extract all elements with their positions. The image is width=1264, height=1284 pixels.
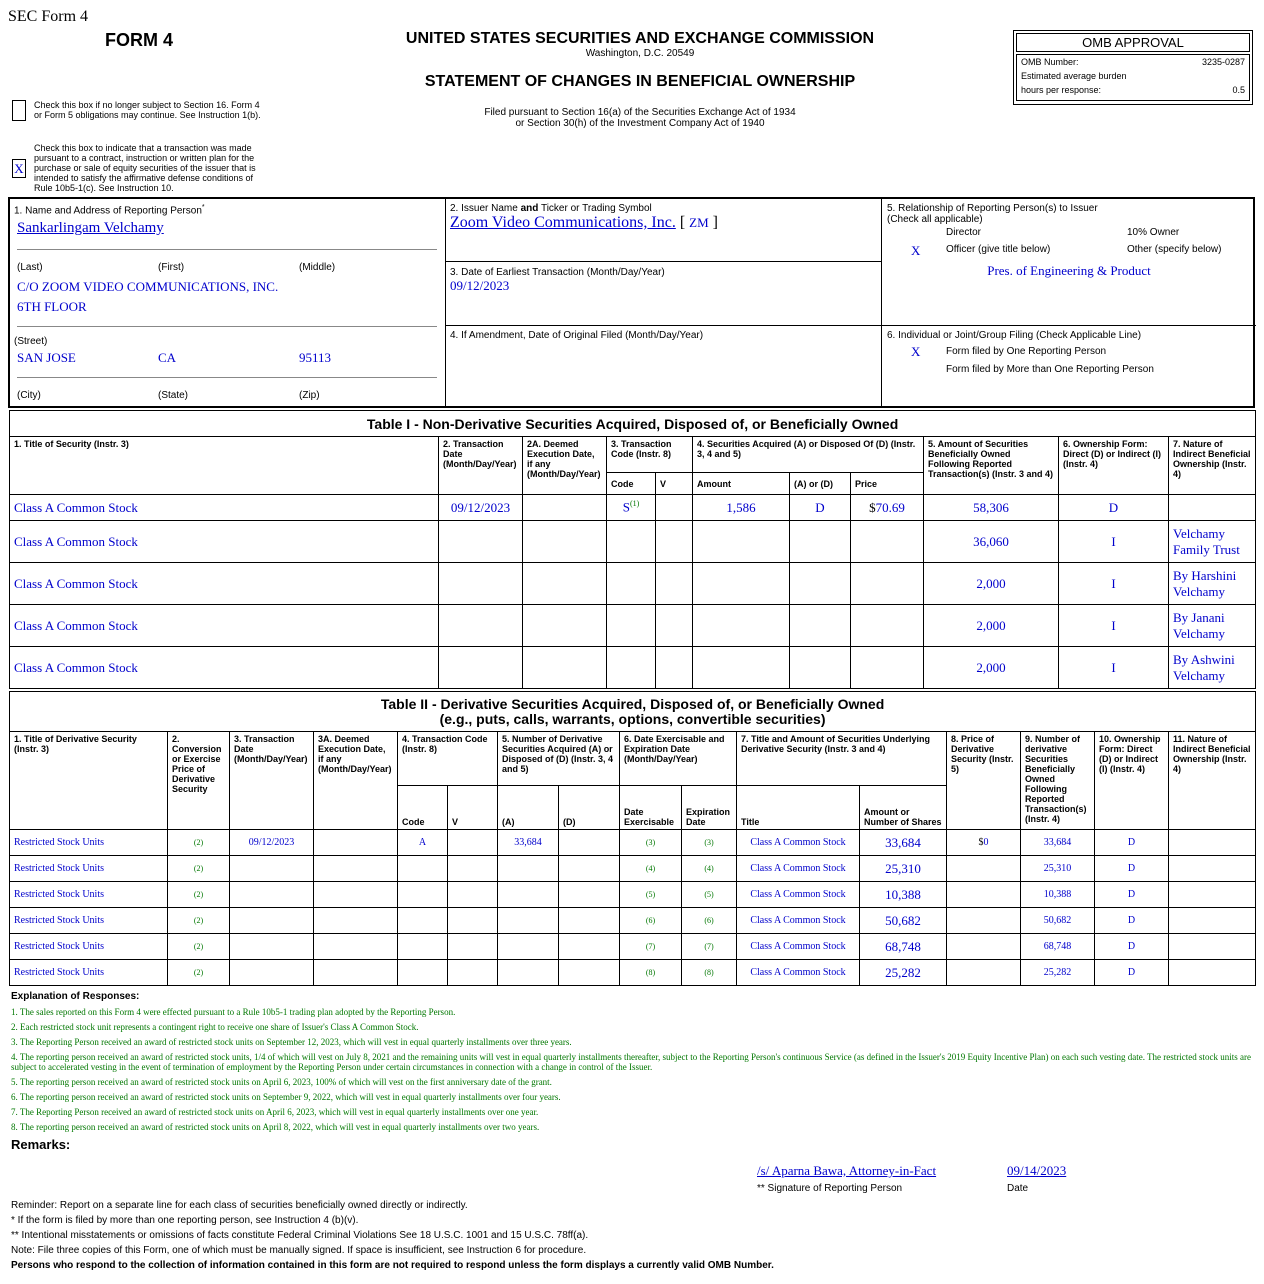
footnote-ref[interactable]: (6) <box>704 916 714 925</box>
agency-city: Washington, D.C. 20549 <box>585 48 695 59</box>
underlying-amount: 68,748 <box>860 934 947 960</box>
derivative-title: Restricted Stock Units <box>10 830 168 856</box>
transaction-date: 09/12/2023 <box>439 495 523 521</box>
price <box>851 605 924 647</box>
explanation-note: 3. The Reporting Person received an award of restricted stock units on September 12, 2023, which will vest in equal quarterly installments over three years. <box>11 1037 572 1047</box>
date-label: Date <box>1007 1183 1029 1194</box>
omb-number-label: OMB Number: <box>1021 57 1079 67</box>
ownership-nature <box>1169 908 1256 934</box>
box4-label: 4. If Amendment, Date of Original Filed (Month/Day/Year) <box>450 330 704 341</box>
explanation-note: 5. The reporting person received an award of restricted stock units on April 6, 2023, 100% of which will vest on the first anniversary date of the grant. <box>11 1077 552 1087</box>
underlying-amount: 25,282 <box>860 960 947 986</box>
t2-header-owned: 9. Number of derivative Securities Beneficially Owned Following Reported Transaction(s) (Instr. 4) <box>1021 732 1095 830</box>
footnote-ref[interactable]: (3) <box>645 838 656 847</box>
signature-name[interactable]: /s/ Aparna Bawa, Attorney-in-Fact <box>757 1163 937 1178</box>
form-number: FORM 4 <box>105 30 174 50</box>
code-v <box>448 960 498 986</box>
amount <box>693 563 790 605</box>
t1-header-deemed: 2A. Deemed Execution Date, if any (Month/Day/Year) <box>523 437 607 495</box>
deemed-date <box>523 563 607 605</box>
ownership-nature <box>1169 882 1256 908</box>
amount <box>693 647 790 689</box>
deemed-date <box>314 830 398 856</box>
deemed-date <box>314 882 398 908</box>
amount <box>693 521 790 563</box>
officer-label: Officer (give title below) <box>946 244 1051 255</box>
officer-checkmark: X <box>911 243 921 258</box>
footnote-ref[interactable]: (2) <box>193 942 204 951</box>
date-exercisable <box>620 856 682 882</box>
conversion-price <box>168 960 230 986</box>
signature-date[interactable]: 09/14/2023 <box>1007 1163 1067 1178</box>
deemed-date <box>523 605 607 647</box>
middle-label: (Middle) <box>299 262 336 273</box>
security-title: Class A Common Stock <box>10 521 439 563</box>
issuer-name[interactable]: Zoom Video Communications, Inc. <box>450 214 676 231</box>
derivative-owned: 33,684 <box>1021 830 1095 856</box>
transaction-date <box>439 563 523 605</box>
ownership-nature <box>1169 934 1256 960</box>
security-title: Class A Common Stock <box>10 495 439 521</box>
transaction-date <box>439 647 523 689</box>
ownership-form: D <box>1059 495 1169 521</box>
transaction-code <box>607 647 656 689</box>
transaction-date <box>230 882 314 908</box>
deemed-date <box>314 856 398 882</box>
price <box>851 647 924 689</box>
other-label: Other (specify below) <box>1127 244 1222 255</box>
acquired-count: 33,684 <box>498 830 559 856</box>
t2-header-exercisable: 6. Date Exercisable and Expiration Date (Month/Day/Year) <box>620 732 737 786</box>
amount-owned: 58,306 <box>924 495 1059 521</box>
derivative-owned: 25,282 <box>1021 960 1095 986</box>
footnote-ref[interactable]: (2) <box>193 890 204 899</box>
derivative-owned: 68,748 <box>1021 934 1095 960</box>
deemed-date <box>523 647 607 689</box>
ownership-form: D <box>1095 830 1169 856</box>
disposed-count <box>559 830 620 856</box>
price <box>851 521 924 563</box>
table-2-row <box>10 856 1256 882</box>
footnote-ref[interactable]: (2) <box>193 968 204 977</box>
conversion-price <box>168 882 230 908</box>
omb-details <box>1016 54 1250 101</box>
ownership-form: D <box>1095 908 1169 934</box>
acquired-count <box>498 882 559 908</box>
deemed-date <box>523 495 607 521</box>
t2-header-deemed: 3A. Deemed Execution Date, if any (Month/Day/Year) <box>314 732 398 830</box>
ownership-nature: By Janani Velchamy <box>1169 605 1256 647</box>
one-person-label: Form filed by One Reporting Person <box>946 346 1107 357</box>
amount-owned: 36,060 <box>924 521 1059 563</box>
disposed-count <box>559 960 620 986</box>
price <box>851 563 924 605</box>
signature-label: ** Signature of Reporting Person <box>757 1183 903 1194</box>
t2-header-code: 4. Transaction Code (Instr. 8) <box>398 732 498 786</box>
t1-sub-ad: (A) or (D) <box>790 473 851 495</box>
date-exercisable <box>620 882 682 908</box>
code-v <box>656 647 693 689</box>
t2-sub-expiration: Expiration Date <box>682 786 737 830</box>
footnote-ref[interactable]: (7) <box>704 942 714 951</box>
more-persons-label: Form filed by More than One Reporting Person <box>946 364 1154 375</box>
derivative-price <box>947 960 1021 986</box>
acquired-count <box>498 908 559 934</box>
table-1-non-derivative <box>9 410 1256 689</box>
underlying-title: Class A Common Stock <box>737 856 860 882</box>
table-1-row <box>10 563 1256 605</box>
box3-label: 3. Date of Earliest Transaction (Month/Day/Year) <box>450 267 665 278</box>
transaction-code <box>398 908 448 934</box>
footer-multiple-persons: * If the form is filed by more than one reporting person, see Instruction 4 (b)(v). <box>11 1215 359 1226</box>
security-title: Class A Common Stock <box>10 647 439 689</box>
table-2-title: Table II - Derivative Securities Acquired, Disposed of, or Beneficially Owned (e.g., puts, calls, warrants, options, convertible securities) <box>10 692 1256 732</box>
earliest-transaction-date: 09/12/2023 <box>450 278 510 293</box>
table-1-row <box>10 647 1256 689</box>
footnote-ref[interactable]: (2) <box>193 838 204 847</box>
transaction-date <box>439 605 523 647</box>
t1-header-code: 3. Transaction Code (Instr. 8) <box>607 437 693 473</box>
t1-header-nature: 7. Nature of Indirect Beneficial Ownership (Instr. 4) <box>1169 437 1256 495</box>
table-1-row <box>10 521 1256 563</box>
t2-sub-v: V <box>448 786 498 830</box>
acquired-disposed: D <box>790 495 851 521</box>
date-exercisable <box>620 934 682 960</box>
transaction-code <box>398 960 448 986</box>
transaction-code <box>398 882 448 908</box>
section16-text: Check this box if no longer subject to Section 16. Form 4 or Form 5 obligations may continue. See Instruction 1(b). <box>34 100 261 120</box>
amount: 1,586 <box>693 495 790 521</box>
underlying-title: Class A Common Stock <box>737 830 860 856</box>
code-v <box>448 830 498 856</box>
derivative-title: Restricted Stock Units <box>10 934 168 960</box>
ownership-nature: By Harshini Velchamy <box>1169 563 1256 605</box>
transaction-code: S$^{(1)}$ <box>607 495 656 521</box>
deemed-date <box>314 908 398 934</box>
ownership-nature <box>1169 830 1256 856</box>
statement-title: STATEMENT OF CHANGES IN BENEFICIAL OWNERSHIP <box>424 73 856 90</box>
footer-omb-notice: Persons who respond to the collection of information contained in this form are not required to respond unless the form displays a currently valid OMB Number. <box>11 1260 774 1271</box>
t2-sub-a: (A) <box>498 786 559 830</box>
zip-value: 95113 <box>299 350 332 365</box>
derivative-title: Restricted Stock Units <box>10 960 168 986</box>
footer-misstatements: ** Intentional misstatements or omissions of facts constitute Federal Criminal Violations See 18 U.S.C. 1001 and 15 U.S.C. 78ff(a). <box>11 1230 589 1241</box>
acquired-disposed <box>790 605 851 647</box>
t2-sub-exercisable: Date Exercisable <box>620 786 682 830</box>
code-v <box>448 934 498 960</box>
box2-label: 2. Issuer Name and Ticker or Trading Symbol <box>450 203 652 214</box>
t1-sub-code: Code <box>607 473 656 495</box>
t1-header-title: 1. Title of Security (Instr. 3) <box>10 437 439 495</box>
footnote-ref[interactable]: (5) <box>645 890 656 899</box>
t2-header-underlying: 7. Title and Amount of Securities Underlying Derivative Security (Instr. 3 and 4) <box>737 732 947 786</box>
ownership-form: I <box>1059 605 1169 647</box>
ownership-form: D <box>1095 934 1169 960</box>
security-title: Class A Common Stock <box>10 605 439 647</box>
one-person-checkmark: X <box>911 344 921 359</box>
acquired-count <box>498 960 559 986</box>
derivative-price <box>947 934 1021 960</box>
footnote-ref[interactable]: (5) <box>704 890 714 899</box>
t2-header-form: 10. Ownership Form: Direct (D) or Indirect (I) (Instr. 4) <box>1095 732 1169 830</box>
footnote-ref[interactable]: (6) <box>645 916 656 925</box>
acquired-disposed <box>790 521 851 563</box>
ownership-nature <box>1169 856 1256 882</box>
table-1-title: Table I - Non-Derivative Securities Acquired, Disposed of, or Beneficially Owned <box>10 411 1256 437</box>
code-v <box>448 908 498 934</box>
date-exercisable <box>620 960 682 986</box>
table-2-row <box>10 934 1256 960</box>
t2-sub-amount: Amount or Number of Shares <box>860 786 947 830</box>
derivative-title: Restricted Stock Units <box>10 856 168 882</box>
footnote-ref[interactable]: (8) <box>704 968 714 977</box>
ownership-form: D <box>1095 960 1169 986</box>
explanation-note: 1. The sales reported on this Form 4 were effected pursuant to a Rule 10b5-1 trading plan adopted by the Reporting Person. <box>11 1007 456 1017</box>
ownership-nature <box>1169 960 1256 986</box>
ownership-form: D <box>1095 856 1169 882</box>
box3-earliest-date <box>445 262 881 326</box>
t1-header-acquired: 4. Securities Acquired (A) or Disposed Of (D) (Instr. 3, 4 and 5) <box>693 437 924 473</box>
underlying-amount: 50,682 <box>860 908 947 934</box>
section16-checkbox[interactable] <box>12 100 26 121</box>
box5-relationship <box>881 198 1256 326</box>
code-v <box>448 882 498 908</box>
t1-sub-price: Price <box>851 473 924 495</box>
state-value: CA <box>158 350 177 365</box>
expiration-date <box>682 934 737 960</box>
code-v <box>656 521 693 563</box>
ownership-form: D <box>1095 882 1169 908</box>
footnote-ref[interactable]: (2) <box>193 916 204 925</box>
first-label: (First) <box>158 262 185 273</box>
date-exercisable <box>620 830 682 856</box>
explanation-note: 6. The reporting person received an award of restricted stock units on September 9, 2022, which will vest in equal quarterly installments over four years. <box>11 1092 561 1102</box>
transaction-code: A <box>398 830 448 856</box>
zip-label: (Zip) <box>299 390 320 401</box>
t2-header-date: 3. Transaction Date (Month/Day/Year) <box>230 732 314 830</box>
box6-label: 6. Individual or Joint/Group Filing (Check Applicable Line) <box>887 330 1142 341</box>
ownership-form: I <box>1059 647 1169 689</box>
omb-number: 3235-0287 <box>1201 57 1245 67</box>
city-label: (City) <box>17 390 41 401</box>
derivative-price <box>947 856 1021 882</box>
footer-copies-note: Note: File three copies of this Form, one of which must be manually signed. If space is insufficient, see Instruction 6 for procedure. <box>11 1245 587 1256</box>
rule10b5-checkbox[interactable]: X <box>12 159 26 178</box>
explanation-note: 8. The reporting person received an award of restricted stock units on April 8, 2022, which will vest in equal quarterly installments over two years. <box>11 1122 540 1132</box>
footnote-ref[interactable]: (7) <box>645 942 656 951</box>
table-2-row <box>10 908 1256 934</box>
address-line-2: 6TH FLOOR <box>17 299 87 314</box>
code-v <box>656 563 693 605</box>
footnote-ref[interactable]: (2) <box>193 864 204 873</box>
ownership-form: I <box>1059 563 1169 605</box>
director-label: Director <box>946 227 982 238</box>
transaction-date <box>230 960 314 986</box>
t1-sub-amount: Amount <box>693 473 790 495</box>
ownership-form: I <box>1059 521 1169 563</box>
rule10b5-text: Check this box to indicate that a transaction was made pursuant to a contract, instruction or written plan for the purchase or sale of equity securities of the issuer that is intended to satisfy the affirmative defense conditions of Rule 10b5-1(c). See Instruction 10. <box>34 143 256 193</box>
derivative-price <box>947 908 1021 934</box>
disposed-count <box>559 882 620 908</box>
omb-hours: 0.5 <box>1232 85 1245 95</box>
explanation-note: 4. The reporting person received an award of restricted stock units, 1/4 of which will vest on July 8, 2021 and the remaining units will vest in equal quarterly installments thereafter, subject to the Reporting Person's continuous Service (as defined in the Issuer's 2019 Equity Incentive Plan) on each such vesting date. The restricted stock units are subject to accelerated vesting in the event of termination of employment by the Reporting Person under certain circumstances in connection with a change in control of the Issuer. <box>11 1052 1251 1072</box>
explanation-section <box>11 991 1256 1152</box>
footer-reminder: Reminder: Report on a separate line for each class of securities beneficially owned directly or indirectly. <box>11 1200 468 1211</box>
disposed-count <box>559 934 620 960</box>
filed-line-2: or Section 30(h) of the Investment Company Act of 1940 <box>515 118 765 129</box>
agency-name: UNITED STATES SECURITIES AND EXCHANGE COMMISSION <box>405 30 875 47</box>
t1-header-form: 6. Ownership Form: Direct (D) or Indirect (I) (Instr. 4) <box>1059 437 1169 495</box>
disposed-count <box>559 856 620 882</box>
deemed-date <box>523 521 607 563</box>
amount-owned: 2,000 <box>924 605 1059 647</box>
t1-sub-v: V <box>656 473 693 495</box>
underlying-title: Class A Common Stock <box>737 960 860 986</box>
amount-owned: 2,000 <box>924 563 1059 605</box>
deemed-date <box>314 934 398 960</box>
footnote-ref[interactable]: (4) <box>645 864 656 873</box>
t2-sub-code: Code <box>398 786 448 830</box>
table-1-row <box>10 605 1256 647</box>
disposed-count <box>559 908 620 934</box>
omb-hours-label: hours per response: <box>1021 85 1102 95</box>
acquired-count <box>498 856 559 882</box>
box6-filing <box>881 326 1256 408</box>
amount-owned: 2,000 <box>924 647 1059 689</box>
table-2-row <box>10 960 1256 986</box>
transaction-code <box>607 563 656 605</box>
transaction-date <box>230 908 314 934</box>
transaction-date <box>439 521 523 563</box>
underlying-amount: 10,388 <box>860 882 947 908</box>
expiration-date <box>682 960 737 986</box>
expiration-date <box>682 908 737 934</box>
conversion-price <box>168 908 230 934</box>
table-2-row <box>10 882 1256 908</box>
security-title: Class A Common Stock <box>10 563 439 605</box>
acquired-disposed <box>790 647 851 689</box>
t2-header-number: 5. Number of Derivative Securities Acquired (A) or Disposed of (D) (Instr. 3, 4 and 5) <box>498 732 620 786</box>
derivative-price: $0 <box>947 830 1021 856</box>
table-2-derivative <box>9 691 1256 986</box>
ticker-symbol: ZM <box>689 215 709 230</box>
underlying-title: Class A Common Stock <box>737 934 860 960</box>
derivative-title: Restricted Stock Units <box>10 908 168 934</box>
transaction-code <box>398 856 448 882</box>
footnote-ref[interactable]: (4) <box>704 864 714 873</box>
issuer-line: Zoom Video Communications, Inc. [ ZM ] <box>450 214 718 231</box>
underlying-title: Class A Common Stock <box>737 908 860 934</box>
city-value: SAN JOSE <box>17 350 76 365</box>
explanation-note: 2. Each restricted stock unit represents a contingent right to receive one share of Issuer's Class A Common Stock. <box>11 1022 419 1032</box>
explanation-note: 7. The Reporting Person received an award of restricted stock units on April 6, 2023, which will vest in equal quarterly installments over one year. <box>11 1107 539 1117</box>
address-line-1: C/O ZOOM VIDEO COMMUNICATIONS, INC. <box>17 279 279 294</box>
date-exercisable <box>620 908 682 934</box>
t2-sub-title: Title <box>737 786 860 830</box>
street-label: (Street) <box>14 336 48 347</box>
omb-burden-label: Estimated average burden <box>1021 71 1127 81</box>
price: $70.69 <box>851 495 924 521</box>
acquired-disposed <box>790 563 851 605</box>
derivative-price <box>947 882 1021 908</box>
footer-notes <box>11 1198 774 1273</box>
ownership-nature <box>1169 495 1256 521</box>
underlying-amount: 33,684 <box>860 830 947 856</box>
deemed-date <box>314 960 398 986</box>
derivative-owned: 10,388 <box>1021 882 1095 908</box>
t2-sub-d: (D) <box>559 786 620 830</box>
transaction-code <box>607 605 656 647</box>
box5-label: 5. Relationship of Reporting Person(s) to Issuer (Check all applicable) <box>887 203 1098 225</box>
transaction-date <box>230 934 314 960</box>
footnote-ref[interactable]: (8) <box>645 968 656 977</box>
t2-header-price: 8. Price of Derivative Security (Instr. 5) <box>947 732 1021 830</box>
underlying-amount: 25,310 <box>860 856 947 882</box>
derivative-title: Restricted Stock Units <box>10 882 168 908</box>
omb-approval-box <box>1013 30 1253 105</box>
expiration-date <box>682 856 737 882</box>
code-v <box>448 856 498 882</box>
conversion-price <box>168 934 230 960</box>
derivative-owned: 50,682 <box>1021 908 1095 934</box>
t1-header-date: 2. Transaction Date (Month/Day/Year) <box>439 437 523 495</box>
transaction-code <box>607 521 656 563</box>
ownership-nature: Velchamy Family Trust <box>1169 521 1256 563</box>
omb-title: OMB APPROVAL <box>1016 33 1250 52</box>
box2-issuer <box>445 198 881 262</box>
table-1-row <box>10 495 1256 521</box>
derivative-owned: 25,310 <box>1021 856 1095 882</box>
amount <box>693 605 790 647</box>
ten-percent-owner-label: 10% Owner <box>1127 227 1180 238</box>
t2-header-conversion: 2. Conversion or Exercise Price of Derivative Security <box>168 732 230 830</box>
state-label: (State) <box>158 390 189 401</box>
expiration-date <box>682 830 737 856</box>
transaction-code <box>398 934 448 960</box>
reporting-person-name[interactable]: Sankarlingam Velchamy <box>17 220 164 236</box>
box1-label: 1. Name and Address of Reporting Person* <box>14 204 205 217</box>
box1-reporting-person <box>9 198 446 408</box>
transaction-date: 09/12/2023 <box>230 830 314 856</box>
conversion-price <box>168 830 230 856</box>
t1-header-owned: 5. Amount of Securities Beneficially Owned Following Reported Transaction(s) (Instr. 3 and 4) <box>924 437 1059 495</box>
transaction-date <box>230 856 314 882</box>
code-v <box>656 605 693 647</box>
footnote-ref[interactable]: (1) <box>629 499 640 509</box>
acquired-count <box>498 934 559 960</box>
t2-header-title: 1. Title of Derivative Security (Instr. 3) <box>10 732 168 830</box>
conversion-price <box>168 856 230 882</box>
officer-title: Pres. of Engineering & Product <box>987 263 1151 278</box>
sec-form-label: SEC Form 4 <box>8 8 89 25</box>
footnote-ref[interactable]: (3) <box>704 838 714 847</box>
table-2-row <box>10 830 1256 856</box>
box4-amendment <box>445 326 881 408</box>
explanation-title: Explanation of Responses: <box>11 991 140 1002</box>
code-v <box>656 495 693 521</box>
t2-header-nature: 11. Nature of Indirect Beneficial Ownership (Instr. 4) <box>1169 732 1256 830</box>
underlying-title: Class A Common Stock <box>737 882 860 908</box>
agency-header <box>360 30 920 129</box>
remarks-title: Remarks: <box>11 1137 71 1152</box>
last-label: (Last) <box>17 262 43 273</box>
filed-line-1: Filed pursuant to Section 16(a) of the Securities Exchange Act of 1934 <box>484 107 796 118</box>
ownership-nature: By Ashwini Velchamy <box>1169 647 1256 689</box>
expiration-date <box>682 882 737 908</box>
